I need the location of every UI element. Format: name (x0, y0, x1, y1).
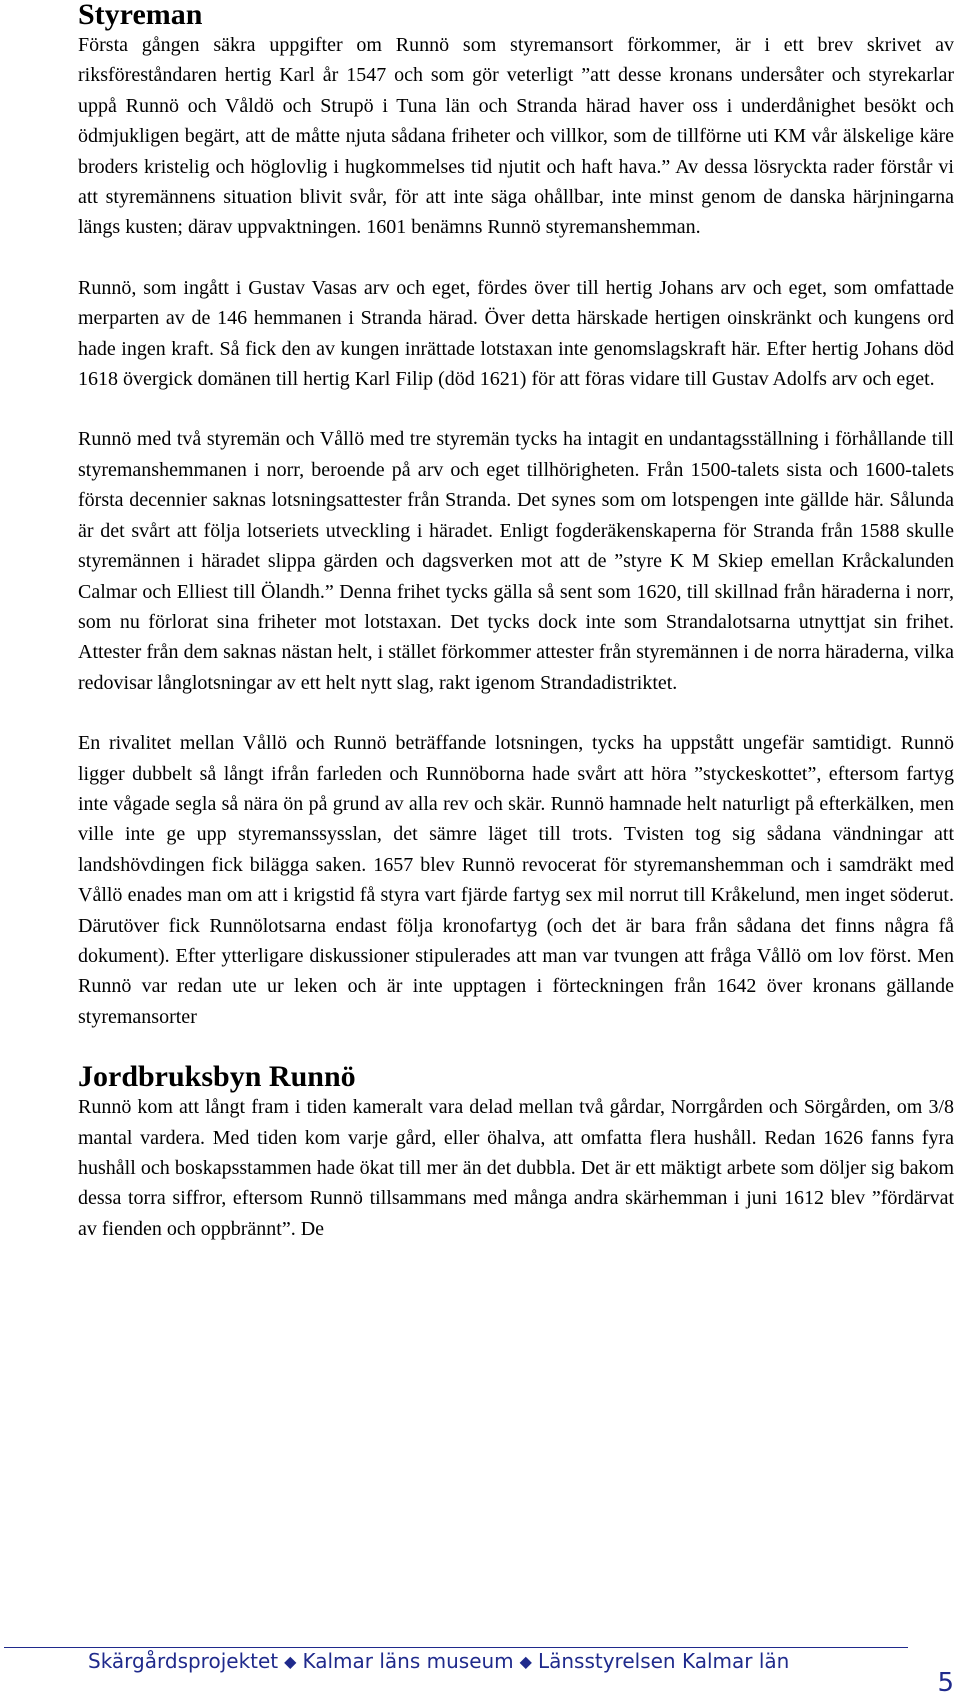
footer-item-skargardsprojektet: Skärgårdsprojektet (88, 1649, 279, 1673)
diamond-separator-icon: ◆ (284, 1652, 297, 1671)
diamond-separator-icon: ◆ (519, 1652, 532, 1671)
footer-item-kalmar-lans-museum: Kalmar läns museum (302, 1649, 514, 1673)
footer-item-lansstyrelsen: Länsstyrelsen Kalmar län (537, 1649, 790, 1673)
body-paragraph: Runnö med två styremän och Vållö med tre styremän tycks ha intagit en undantagsställning i förhållande till styremanshemmanen i norr, beroende på arv och eget tillhörigheten. Från 1500-talets sista och 1600-talets första decennier saknas lotsningsattester från Stranda. Det synes som om lotspengen inte gällde här. Sålunda är det svårt att följa lotseriets utveckling i häradet. Enligt fogderäkenskaperna för Stranda från 1588 skulle styremännen i häradet slippa gärden och dagsverken mot att de ”styre K M Skiep emellan Kråckalunden Calmar och Elliest till Ölandh.” Denna frihet tycks gälla så sent som 1620, till skillnad från häraderna i norr, som nu förlorat sina friheter mot lotstaxan. Det tycks dock inte som Strandalotsarna utnyttjat sin frihet. Attester från dem saknas nästan helt, i stället förkommer attester från styremännen i de norra häraderna, vilka redovisar långlotsningar av ett helt nytt slag, rakt igenom Strandadistriktet. (78, 428, 954, 694)
footer (88, 1649, 908, 1673)
body-paragraph: En rivalitet mellan Vållö och Runnö beträffande lotsningen, tycks ha uppstått ungefär samtidigt. Runnö ligger dubbelt så långt ifrån farleden och Runnöborna hade svårt att höra ”styckeskottet”, eftersom fartyg inte vågade segla så nära ön på grund av alla rev och skär. Runnö hamnade helt naturligt på efterkälken, men ville inte ge upp styremanssysslan, det sämre läget till trots. Tvisten tog sig sådana vändningar att landshövdingen fick bilägga saken. 1657 blev Runnö revocerat för styremanshemman och i samdräkt med Vållö enades man om att i krigstid få styra vart fjärde fartyg sex mil norrut till Kråkelund, men inget söderut. Därutöver fick Runnölotsarna endast följa kronofartyg (och det är bara från sådana det finns några få dokument). Efter ytterligare diskussioner stipulerades att man var tvungen att fråga Vållö om lov först. Men Runnö var redan ute ur leken och är inte upptagen i förteckningen från 1642 över kronans gällande styremansorter (78, 732, 954, 1028)
document-page (78, 0, 954, 1244)
section-heading-styreman: Styreman (78, 0, 203, 31)
paragraph-gap (78, 698, 954, 728)
body-paragraph: Första gången säkra uppgifter om Runnö som styremansort förkommer, är i ett brev skrivet av riksföreståndaren hertig Karl år 1547 och som gör veterligt ”att desse kronans undersåter och styrekarlar uppå Runnö och Våldö och Strupö i Tuna län och Stranda härad haver oss i underdånighet besökt och ödmjukligen begärt, att de måtte njuta sådana friheter och villkor, som de tillförne uti KM vår älskelige käre broders kristelig och höglovlig i hugkommelses tid njutit och haft hava.” Av dessa lösryckta rader förstår vi att styremännens situation blivit svår, för att inte säga ohållbar, inte minst genom de danska härjningarna längs kusten; därav uppvaktningen. 1601 benämns Runnö styremanshemman. (78, 34, 954, 239)
page-number: 5 (937, 1668, 954, 1698)
paragraph-gap (78, 1032, 954, 1062)
section-heading-jordbruksbyn: Jordbruksbyn Runnö (78, 1060, 356, 1094)
paragraph-gap (78, 394, 954, 424)
body-paragraph: Runnö kom att långt fram i tiden kameralt vara delad mellan två gårdar, Norrgården och Sörgården, om 3/8 mantal vardera. Med tiden kom varje gård, eller öhalva, att omfatta flera hushåll. Redan 1626 fanns fyra hushåll och boskapsstammen hade ökat till mer än det dubbla. Det är ett mäktigt arbete som döljer sig bakom dessa torra siffror, eftersom Runnö tillsammans med många andra skärhemman i juni 1612 blev ”fördärvat av fienden och oppbrännt”. De (78, 1096, 954, 1240)
paragraph-gap (78, 243, 954, 273)
body-paragraph: Runnö, som ingått i Gustav Vasas arv och eget, fördes över till hertig Johans arv och eget, som omfattade merparten av de 146 hemmanen i Stranda härad. Över detta härskade hertigen oinskränkt och kungens ord hade ingen kraft. Så fick den av kungen inrättade lotstaxan inte genomslagskraft här. Efter hertig Johans död 1618 övergick domänen till hertig Karl Filip (död 1621) för att föras vidare till Gustav Adolfs arv och eget. (78, 276, 954, 391)
footer-divider (4, 1647, 908, 1648)
